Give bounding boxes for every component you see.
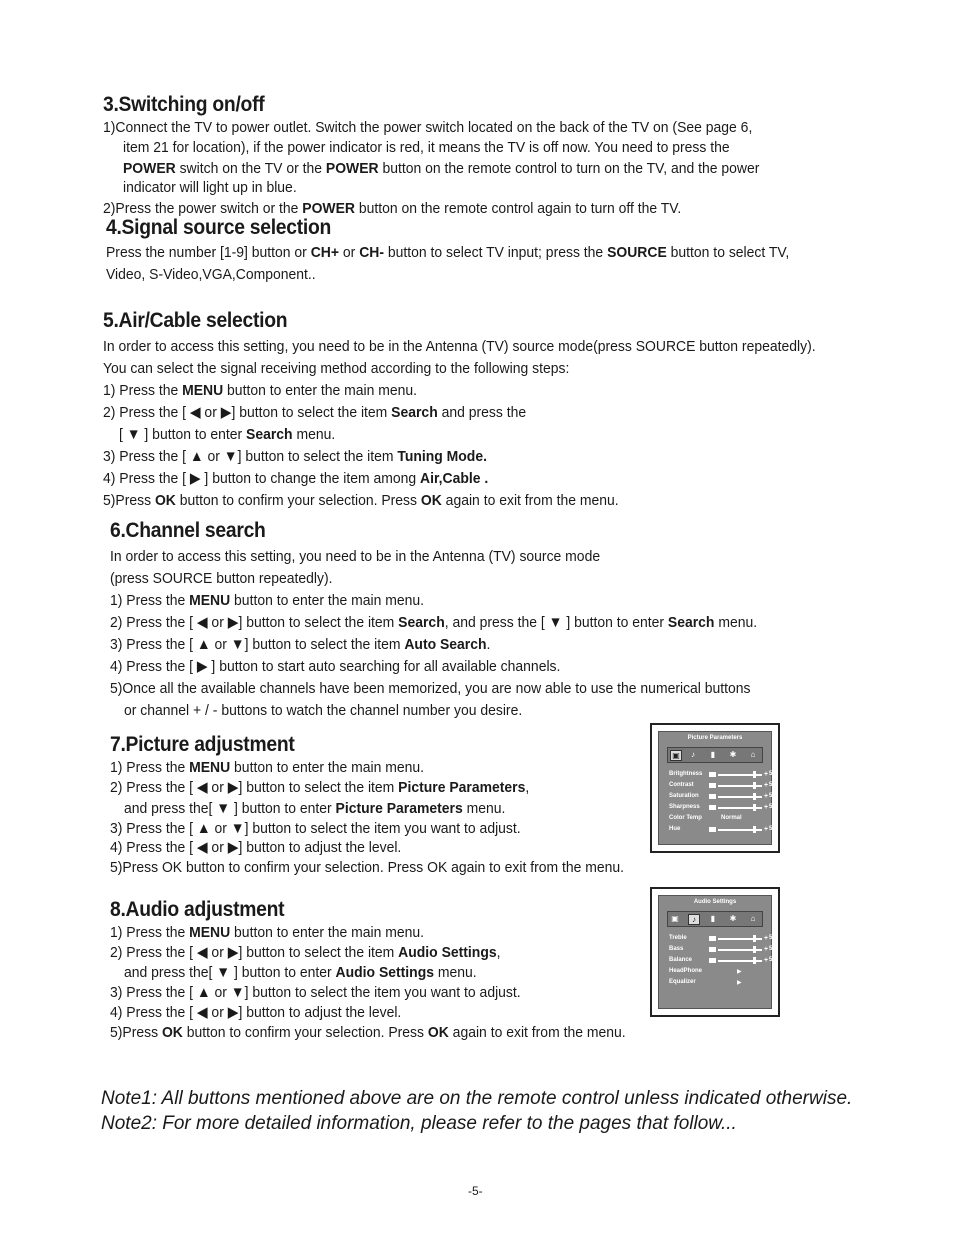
text-segment: (press SOURCE button repeatedly). (110, 570, 333, 587)
tv-icon: ⌂ (750, 914, 756, 923)
text-segment: 2) Press the [ ◀ or ▶] button to select the item (110, 944, 399, 961)
osd-row-label: Britghtness (669, 771, 703, 777)
osd-row-label: Hue (669, 826, 681, 832)
text-line (124, 963, 477, 983)
text-line (110, 858, 624, 878)
text-segment: 5)Press OK button to confirm your selection. Press OK again to exit from the menu. (110, 859, 625, 876)
minus-icon (709, 947, 716, 952)
screen-icon: ▮ (710, 750, 716, 759)
audio-icon: ♪ (688, 914, 700, 925)
keyword: Air,Cable . (420, 470, 489, 487)
text-line (110, 569, 333, 589)
text-segment: item 21 for location), if the power indicator is red, it means the TV is off now. You need to press the (123, 139, 730, 156)
text-segment: 1)Connect the TV to power outlet. Switch the power switch located on the back of the TV on (See page 6, (103, 119, 753, 136)
osd-row-label: Color Temp (669, 815, 702, 821)
osd-row-label: Contrast (669, 782, 694, 788)
heading-aircable: 5.Air/Cable selection (103, 309, 288, 332)
text-segment: In order to access this setting, you need to be in the Antenna (TV) source mode(press SOURCE button repeatedly). (103, 338, 816, 355)
osd-row (669, 934, 776, 944)
picture-icon: ▣ (671, 914, 679, 923)
text-segment: button to select TV, (666, 244, 790, 261)
text-line (110, 657, 560, 677)
setup-icon: ✱ (729, 750, 737, 759)
text-segment: 1) Press the (110, 759, 190, 776)
text-segment: 4) Press the [ ▶ ] button to start auto searching for all available channels. (110, 658, 561, 675)
keyword: CH+ (310, 244, 340, 261)
text-line (110, 635, 490, 655)
osd-row (669, 781, 776, 791)
text-segment: 2) Press the [ ◀ or ▶] button to select the item (110, 779, 399, 796)
keyword: Audio Settings (335, 964, 434, 981)
osd-icon-bar (667, 911, 763, 927)
osd-row-label: Treble (669, 935, 687, 941)
text-line (103, 118, 752, 138)
plus-icon: + (764, 782, 769, 789)
text-segment: , and press the [ ▼ ] button to enter (444, 614, 668, 631)
arrow-right-icon: ▶ (737, 980, 742, 986)
text-segment: and press the[ ▼ ] button to enter (124, 964, 336, 981)
osd-row (669, 978, 763, 988)
keyword: POWER (302, 200, 355, 217)
osd-row-value: 50 (769, 957, 776, 963)
keyword: OK (154, 492, 176, 509)
level-knob (753, 935, 756, 942)
level-knob (753, 957, 756, 964)
plus-icon: + (764, 793, 769, 800)
minus-icon (709, 958, 716, 963)
text-segment: , (525, 779, 530, 796)
text-segment: and press the (437, 404, 527, 421)
keyword: OK (420, 492, 442, 509)
osd-row-value: 50 (769, 935, 776, 941)
text-line (110, 819, 521, 839)
text-line (103, 337, 816, 357)
keyword: MENU (189, 759, 231, 776)
text-line (106, 243, 789, 263)
text-segment: or channel + / - buttons to watch the channel number you desire. (124, 702, 523, 719)
heading-audio: 8.Audio adjustment (110, 898, 285, 921)
text-line (110, 923, 424, 943)
text-segment: menu. (433, 964, 477, 981)
text-line (123, 138, 730, 158)
osd-row (669, 814, 763, 824)
plus-icon: + (764, 946, 769, 953)
text-segment: button to enter the main menu. (223, 382, 418, 399)
text-line (103, 447, 487, 467)
text-segment: 1) Press the (110, 924, 190, 941)
osd-row-label: Equalizer (669, 979, 696, 985)
osd-row (669, 803, 776, 813)
heading-signal: 4.Signal source selection (106, 216, 332, 239)
text-line (103, 381, 417, 401)
arrow-right-icon: ▶ (737, 969, 742, 975)
text-line (119, 425, 335, 445)
text-segment: menu. (714, 614, 758, 631)
text-segment: again to exit from the menu. (441, 492, 619, 509)
heading-switching: 3.Switching on/off (103, 93, 265, 116)
text-segment: 4) Press the [ ◀ or ▶] button to adjust the level. (110, 839, 402, 856)
text-segment: 4) Press the [ ▶ ] button to change the item among (103, 470, 421, 487)
minus-icon (709, 794, 716, 799)
text-segment: 1) Press the (103, 382, 183, 399)
text-segment: indicator will light up in blue. (123, 179, 297, 196)
text-segment: Press the number [1-9] button or (106, 244, 311, 261)
osd-row-label: Saturation (669, 793, 699, 799)
text-segment: button on the remote control to turn on the TV, and the power (378, 160, 760, 177)
text-segment: , (496, 944, 501, 961)
text-segment: 2) Press the [ ◀ or ▶] button to select the item (110, 614, 399, 631)
text-line (110, 983, 521, 1003)
text-line (110, 758, 424, 778)
text-segment: . (486, 636, 491, 653)
osd-row-value: 50 (769, 826, 776, 832)
level-knob (753, 782, 756, 789)
level-knob (753, 826, 756, 833)
text-line (110, 778, 529, 798)
osd-row-value: Normal (721, 815, 742, 821)
plus-icon: + (764, 935, 769, 942)
osd-title: Audio Settings (693, 899, 737, 905)
text-segment: 5)Press (103, 492, 155, 509)
text-line (103, 359, 569, 379)
keyword: Search (398, 614, 445, 631)
text-segment: and press the[ ▼ ] button to enter (124, 800, 336, 817)
osd-row-label: Sharpness (669, 804, 700, 810)
keyword: Picture Parameters (398, 779, 526, 796)
text-segment: button to select TV input; press the (383, 244, 608, 261)
text-segment: button to confirm your selection. Press (182, 1024, 428, 1041)
osd-row-value: 50 (769, 793, 776, 799)
text-line (123, 178, 297, 198)
osd-icon-bar (667, 747, 763, 763)
osd-row (669, 967, 763, 977)
picture-parameters-menu-image (650, 723, 780, 853)
keyword: CH- (359, 244, 384, 261)
text-segment: In order to access this setting, you need to be in the Antenna (TV) source mode (110, 548, 601, 565)
plus-icon: + (764, 804, 769, 811)
osd-screen (658, 731, 776, 845)
audio-settings-menu-image (650, 887, 780, 1017)
osd-row-value: 50 (769, 771, 776, 777)
keyword: SOURCE (607, 244, 667, 261)
text-line (110, 679, 751, 699)
note-1: Note1: All buttons mentioned above are on the remote control unless indicated otherwise. (101, 1088, 853, 1109)
level-knob (753, 804, 756, 811)
osd-row-value: 50 (769, 782, 776, 788)
text-line (110, 1023, 626, 1043)
text-line (110, 943, 500, 963)
osd-row-label: Bass (669, 946, 684, 952)
text-segment: button to enter the main menu. (230, 592, 425, 609)
keyword: MENU (189, 924, 231, 941)
text-line (110, 1003, 401, 1023)
text-segment: or (339, 244, 360, 261)
text-segment: 3) Press the [ ▲ or ▼] button to select the item you want to adjust. (110, 984, 521, 1001)
keyword: MENU (182, 382, 224, 399)
keyword: OK (161, 1024, 183, 1041)
text-segment: button to enter the main menu. (230, 924, 425, 941)
text-segment: [ ▼ ] button to enter (119, 426, 247, 443)
picture-icon: ▣ (670, 750, 682, 761)
keyword: Tuning Mode. (397, 448, 487, 465)
page-number: -5- (468, 1184, 483, 1198)
text-segment: 2)Press the power switch or the (103, 200, 303, 217)
osd-row (669, 945, 776, 955)
minus-icon (709, 827, 716, 832)
level-knob (753, 771, 756, 778)
osd-row-label: HeadPhone (669, 968, 703, 974)
text-segment: 1) Press the (110, 592, 190, 609)
keyword: OK (427, 1024, 449, 1041)
keyword: POWER (123, 160, 176, 177)
minus-icon (709, 783, 716, 788)
minus-icon (709, 772, 716, 777)
minus-icon (709, 936, 716, 941)
osd-screen (658, 895, 776, 1009)
text-segment: button to enter the main menu. (230, 759, 425, 776)
level-knob (753, 946, 756, 953)
plus-icon: + (764, 957, 769, 964)
keyword: Picture Parameters (335, 800, 463, 817)
text-segment: 2) Press the [ ◀ or ▶] button to select the item (103, 404, 392, 421)
note-2: Note2: For more detailed information, please refer to the pages that follow... (101, 1113, 737, 1134)
level-knob (753, 793, 756, 800)
osd-row (669, 770, 776, 780)
plus-icon: + (764, 771, 769, 778)
keyword: Search (667, 614, 715, 631)
keyword: Search (246, 426, 293, 443)
osd-title: Picture Parameters (687, 735, 743, 741)
osd-row-label: Balance (669, 957, 693, 963)
text-segment: You can select the signal receiving method according to the following steps: (103, 360, 570, 377)
minus-icon (709, 805, 716, 810)
text-line (110, 547, 600, 567)
keyword: Audio Settings (398, 944, 497, 961)
keyword: Auto Search (404, 636, 487, 653)
text-line (106, 265, 316, 285)
plus-icon: + (764, 826, 769, 833)
text-segment: switch on the TV or the (175, 160, 326, 177)
text-line (103, 491, 619, 511)
osd-row-value: 50 (769, 946, 776, 952)
text-segment: button to confirm your selection. Press (175, 492, 421, 509)
text-segment: 3) Press the [ ▲ or ▼] button to select the item (103, 448, 398, 465)
keyword: Search (391, 404, 438, 421)
text-line (103, 469, 488, 489)
setup-icon: ✱ (729, 914, 737, 923)
text-line (123, 159, 759, 179)
osd-row (669, 956, 776, 966)
text-segment: Video, S-Video,VGA,Component.. (106, 266, 316, 283)
heading-picture: 7.Picture adjustment (110, 733, 295, 756)
text-segment: menu. (292, 426, 336, 443)
text-line (110, 591, 424, 611)
text-segment: button on the remote control again to turn off the TV. (354, 200, 682, 217)
screen-icon: ▮ (710, 914, 716, 923)
text-line (124, 701, 522, 721)
text-segment: 3) Press the [ ▲ or ▼] button to select the item (110, 636, 405, 653)
text-line (124, 799, 505, 819)
keyword: POWER (325, 160, 379, 177)
text-segment: 5)Once all the available channels have been memorized, you are now able to use the numerical buttons (110, 680, 751, 697)
osd-row (669, 792, 776, 802)
audio-icon: ♪ (691, 750, 695, 759)
osd-row-value: 50 (769, 804, 776, 810)
text-line (110, 838, 401, 858)
keyword: MENU (189, 592, 231, 609)
tv-icon: ⌂ (750, 750, 756, 759)
text-segment: 5)Press (110, 1024, 162, 1041)
heading-channel: 6.Channel search (110, 519, 266, 542)
text-line (110, 613, 757, 633)
text-segment: menu. (462, 800, 506, 817)
text-segment: again to exit from the menu. (448, 1024, 626, 1041)
osd-row (669, 825, 776, 835)
text-line (103, 403, 526, 423)
text-segment: 3) Press the [ ▲ or ▼] button to select the item you want to adjust. (110, 820, 521, 837)
text-segment: 4) Press the [ ◀ or ▶] button to adjust the level. (110, 1004, 402, 1021)
